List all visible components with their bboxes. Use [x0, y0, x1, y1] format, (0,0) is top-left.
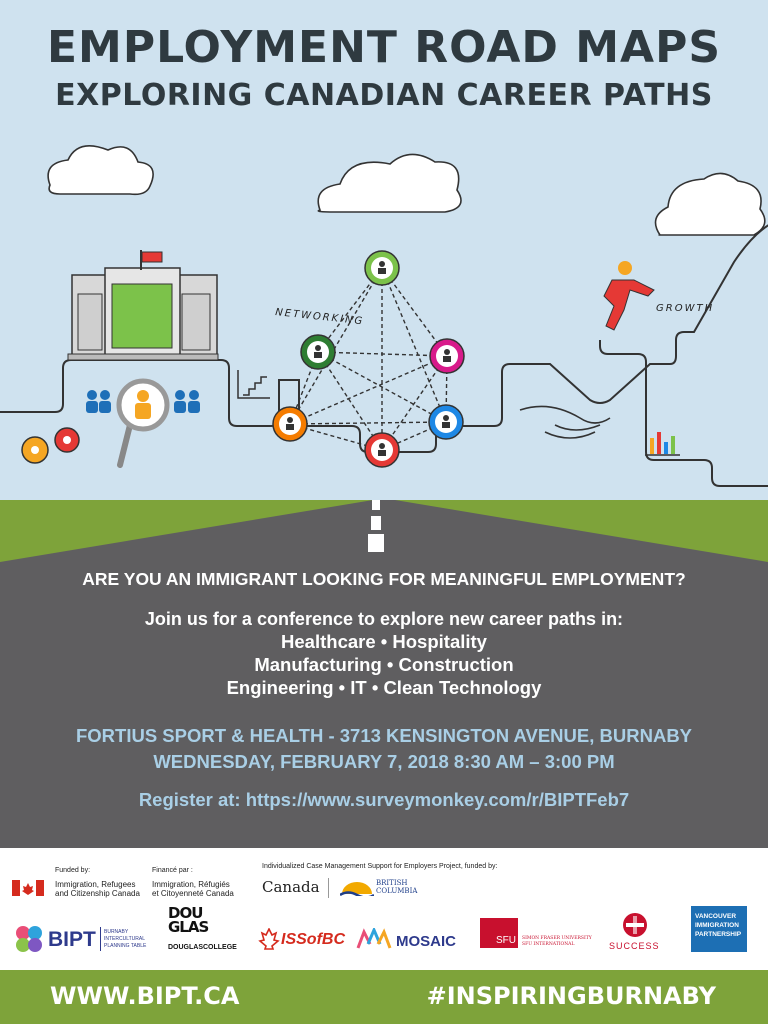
handshake-icon: [520, 406, 610, 438]
event-details: [0, 568, 768, 811]
success-logo: SUCCESS: [609, 941, 660, 951]
network-node-icon: [301, 335, 335, 369]
bar-chart-icon: [645, 432, 680, 455]
title-block: [0, 22, 768, 114]
maple-leaf-icon: [258, 928, 280, 950]
event-intro: Join us for a conference to explore new career paths in:: [144, 609, 624, 629]
ircc-french: Immigration, Réfugiés et Citoyenneté Canada: [152, 880, 234, 898]
page-title: EMPLOYMENT ROAD MAPS: [46, 22, 722, 73]
mosaic-icon: [356, 928, 392, 950]
network-node-icon: [430, 339, 464, 373]
road-dash: [372, 500, 380, 510]
footer-bar: [0, 970, 768, 1024]
road-dash: [368, 534, 384, 552]
gears-icon: [22, 428, 79, 463]
sectors-line: Healthcare • Hospitality: [281, 631, 487, 652]
sponsor-logos: [0, 848, 768, 970]
issofbc-logo: ISSofBC: [281, 931, 345, 948]
funded-by-label: Funded by:: [55, 867, 91, 874]
cloud-icon: [656, 173, 765, 235]
sfu-full-name: SIMON FRASER UNIVERSITY SFU INTERNATIONAL: [522, 936, 592, 947]
building-icon: [68, 250, 218, 360]
network-node-icon: [429, 405, 463, 439]
douglas-college: DOUGLASCOLLEGE: [168, 944, 237, 951]
success-emblem-icon: [620, 912, 650, 938]
stairs-icon: [238, 370, 270, 398]
bc-wordmark: BRITISH COLUMBIA: [376, 879, 418, 895]
bc-sun-icon: [340, 878, 374, 896]
climber-icon: [604, 261, 654, 330]
register-link[interactable]: Register at: https://www.surveymonkey.com/r/BIPTFeb7: [138, 789, 630, 810]
divider: [328, 878, 329, 898]
cloud-icon: [318, 154, 461, 212]
sectors-line: Engineering • IT • Clean Technology: [226, 677, 542, 698]
bipt-logo: BIPT: [48, 928, 96, 951]
network-node-icon: [365, 251, 399, 285]
ircc-english: Immigration, Refugees and Citizenship Canada: [55, 880, 140, 898]
network-node-icon: [365, 433, 399, 467]
vancouver-partnership-logo: VANCOUVER IMMIGRATION PARTNERSHIP: [695, 913, 742, 938]
event-datetime: WEDNESDAY, FEBRUARY 7, 2018 8:30 AM – 3:00 PM: [153, 751, 615, 772]
page-subtitle: EXPLORING CANADIAN CAREER PATHS: [55, 78, 713, 113]
divider: [100, 927, 101, 951]
hashtag: #INSPIRINGBURNABY: [426, 982, 716, 1010]
canada-flag-icon: [12, 880, 44, 896]
mosaic-logo: MOSAIC: [396, 933, 456, 950]
canada-wordmark: Canada: [262, 878, 320, 896]
growth-label: GROWTH: [656, 303, 715, 314]
bipt-full-name: BURNABY INTERCULTURAL PLANNING TABLE: [104, 929, 147, 949]
networking-label: NETWORKING: [274, 307, 365, 328]
event-venue: FORTIUS SPORT & HEALTH - 3713 KENSINGTON AVENUE, BURNABY: [75, 725, 693, 746]
sfu-logo: SFU: [496, 935, 516, 946]
sectors-line: Manufacturing • Construction: [254, 654, 514, 675]
project-note: Individualized Case Management Support for Employers Project, funded by:: [262, 863, 498, 870]
bipt-flower-icon: [14, 924, 44, 954]
magnifier-icon: [119, 381, 167, 465]
network-node-icon: [273, 407, 307, 441]
cloud-icon: [48, 146, 153, 195]
finance-label: Financé par :: [152, 867, 193, 874]
event-question: ARE YOU AN IMMIGRANT LOOKING FOR MEANINGFUL EMPLOYMENT?: [82, 569, 686, 589]
website-link[interactable]: WWW.BIPT.CA: [50, 982, 240, 1010]
douglas-mark: DOU GLAS: [168, 904, 209, 936]
road-dash: [371, 516, 381, 530]
